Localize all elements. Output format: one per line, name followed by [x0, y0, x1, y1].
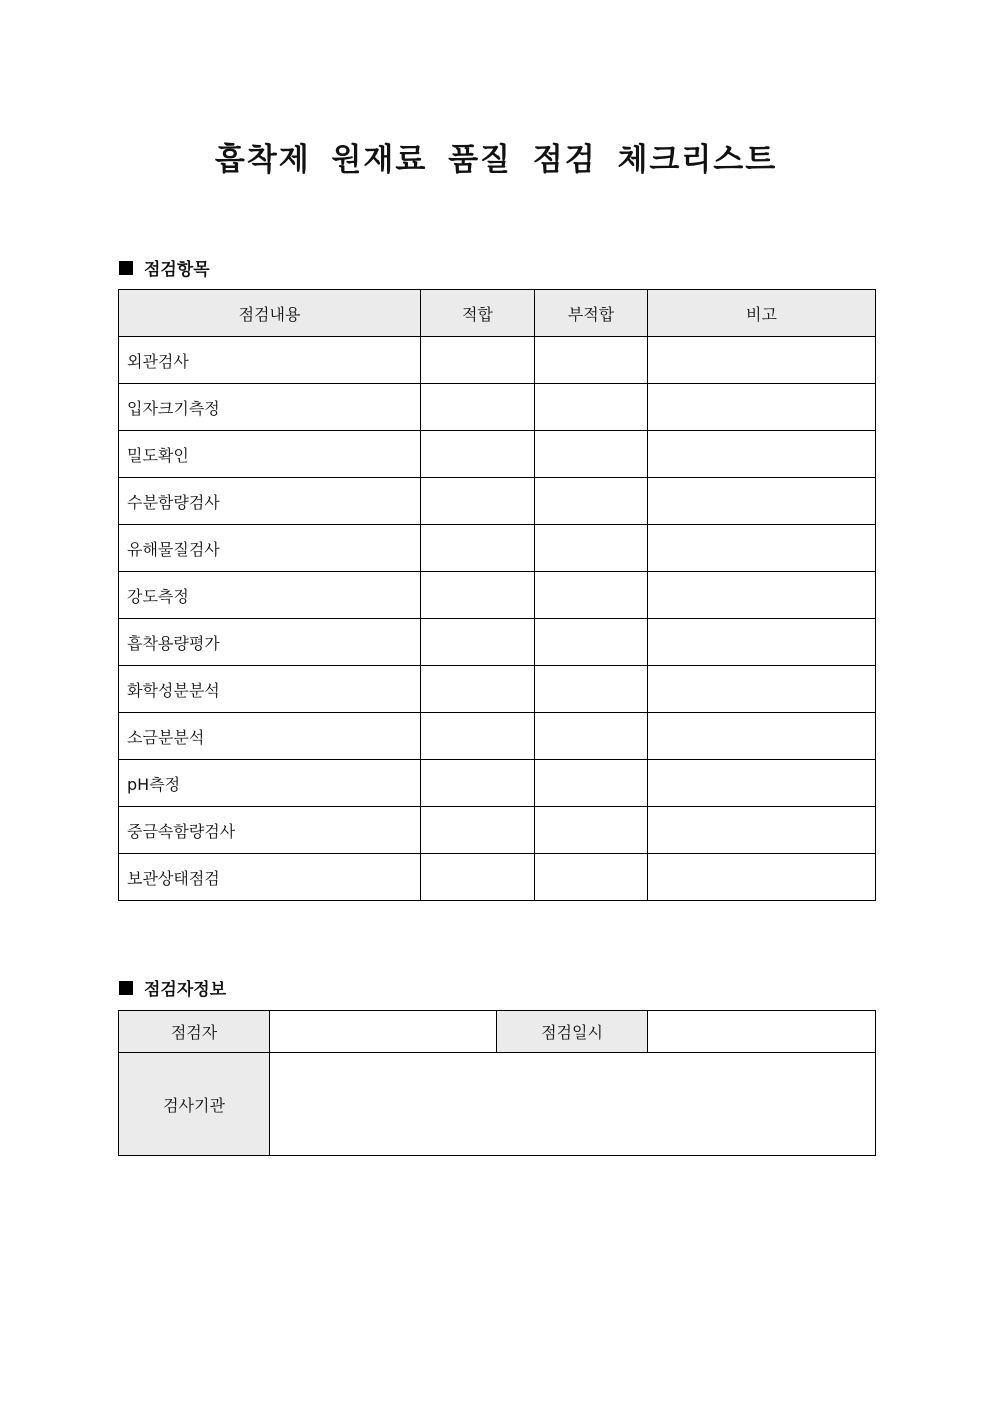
check-item-label: pH측정	[119, 760, 421, 807]
table-row	[119, 807, 876, 854]
fail-cell[interactable]	[535, 619, 648, 666]
remarks-cell[interactable]	[648, 384, 876, 431]
check-item-label: 유해물질검사	[119, 525, 421, 572]
check-item-label: 외관검사	[119, 337, 421, 384]
table-row	[119, 760, 876, 807]
table-row	[119, 431, 876, 478]
check-item-label: 중금속함량검사	[119, 807, 421, 854]
table-header-row	[119, 290, 876, 337]
remarks-cell[interactable]	[648, 666, 876, 713]
section-heading-checklist	[119, 255, 210, 280]
pass-cell[interactable]	[421, 384, 535, 431]
fail-cell[interactable]	[535, 431, 648, 478]
remarks-cell[interactable]	[648, 478, 876, 525]
section-heading-inspector	[119, 975, 226, 1000]
table-row	[119, 525, 876, 572]
check-item-label: 밀도확인	[119, 431, 421, 478]
section-heading-label: 점검자정보	[144, 980, 227, 1000]
table-row	[119, 1053, 876, 1156]
fail-cell[interactable]	[535, 854, 648, 901]
pass-cell[interactable]	[421, 572, 535, 619]
inspector-field[interactable]	[270, 1011, 497, 1053]
column-header-remarks: 비고	[648, 290, 876, 337]
check-item-label: 강도측정	[119, 572, 421, 619]
fail-cell[interactable]	[535, 384, 648, 431]
table-row	[119, 384, 876, 431]
check-item-label: 수분함량검사	[119, 478, 421, 525]
remarks-cell[interactable]	[648, 619, 876, 666]
inspector-info-table	[118, 1010, 876, 1156]
column-header-fail: 부적합	[535, 290, 648, 337]
inspection-agency-field[interactable]	[270, 1053, 876, 1156]
table-row	[119, 572, 876, 619]
pass-cell[interactable]	[421, 431, 535, 478]
fail-cell[interactable]	[535, 525, 648, 572]
check-item-label: 소금분분석	[119, 713, 421, 760]
table-row	[119, 619, 876, 666]
check-item-label: 흡착용량평가	[119, 619, 421, 666]
pass-cell[interactable]	[421, 666, 535, 713]
square-bullet-icon	[119, 981, 133, 995]
fail-cell[interactable]	[535, 478, 648, 525]
pass-cell[interactable]	[421, 525, 535, 572]
table-row	[119, 1011, 876, 1053]
remarks-cell[interactable]	[648, 431, 876, 478]
pass-cell[interactable]	[421, 760, 535, 807]
fail-cell[interactable]	[535, 572, 648, 619]
inspection-date-label: 점검일시	[497, 1011, 648, 1053]
remarks-cell[interactable]	[648, 525, 876, 572]
pass-cell[interactable]	[421, 478, 535, 525]
table-row	[119, 666, 876, 713]
document-title: 흡착제 원재료 품질 점검 체크리스트	[214, 142, 778, 178]
fail-cell[interactable]	[535, 760, 648, 807]
table-row	[119, 478, 876, 525]
column-header-pass: 적합	[421, 290, 535, 337]
square-bullet-icon	[119, 261, 133, 275]
pass-cell[interactable]	[421, 713, 535, 760]
table-row	[119, 713, 876, 760]
fail-cell[interactable]	[535, 807, 648, 854]
fail-cell[interactable]	[535, 713, 648, 760]
pass-cell[interactable]	[421, 807, 535, 854]
table-row	[119, 337, 876, 384]
remarks-cell[interactable]	[648, 760, 876, 807]
remarks-cell[interactable]	[648, 337, 876, 384]
column-header-content: 점검내용	[119, 290, 421, 337]
remarks-cell[interactable]	[648, 713, 876, 760]
table-row	[119, 854, 876, 901]
inspection-agency-label: 검사기관	[119, 1053, 270, 1156]
remarks-cell[interactable]	[648, 572, 876, 619]
section-heading-label: 점검항목	[144, 260, 210, 280]
check-item-label: 보관상태점검	[119, 854, 421, 901]
fail-cell[interactable]	[535, 337, 648, 384]
pass-cell[interactable]	[421, 619, 535, 666]
check-item-label: 화학성분분석	[119, 666, 421, 713]
inspector-label: 점검자	[119, 1011, 270, 1053]
checklist-table	[118, 289, 876, 901]
pass-cell[interactable]	[421, 854, 535, 901]
fail-cell[interactable]	[535, 666, 648, 713]
check-item-label: 입자크기측정	[119, 384, 421, 431]
remarks-cell[interactable]	[648, 854, 876, 901]
inspection-date-field[interactable]	[648, 1011, 876, 1053]
remarks-cell[interactable]	[648, 807, 876, 854]
pass-cell[interactable]	[421, 337, 535, 384]
